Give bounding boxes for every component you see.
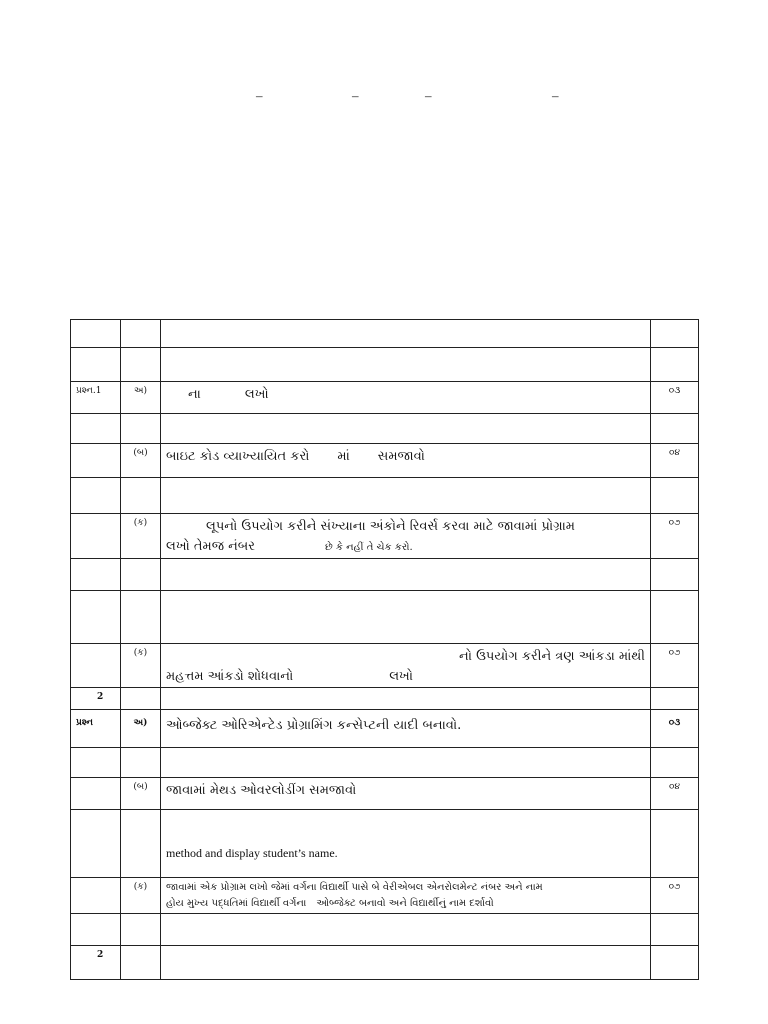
sub-cell — [121, 946, 161, 980]
text-cell — [161, 946, 651, 980]
q-cell — [71, 514, 121, 559]
marks-cell — [651, 320, 699, 348]
question-text — [161, 382, 651, 414]
question-text: જાવામાં મેથડ ઓવરલોડીંગ સમજાવો — [161, 778, 651, 810]
sub-cell — [121, 591, 161, 644]
question-number: 2 — [71, 688, 121, 710]
q-cell — [71, 444, 121, 478]
question-number: પ્રશ્ન — [71, 710, 121, 748]
table-row — [71, 320, 699, 348]
q-cell — [71, 320, 121, 348]
text-cell — [161, 320, 651, 348]
table-row — [71, 444, 699, 478]
question-text-part: હોય મુખ્ય પદ્ધતિમાં વિદ્યાર્થી વર્ગના — [166, 898, 307, 909]
q-cell — [71, 748, 121, 778]
sub-question-label: અ) — [121, 710, 161, 748]
q-cell — [71, 644, 121, 688]
q-cell — [71, 810, 121, 878]
header-dashes — [0, 88, 768, 108]
q-cell — [71, 348, 121, 382]
marks-cell — [651, 946, 699, 980]
question-text-part: લખો — [244, 387, 269, 402]
dash-4: – — [552, 88, 559, 103]
table-row — [71, 382, 699, 414]
table-row — [71, 559, 699, 591]
marks-cell — [651, 688, 699, 710]
sub-cell — [121, 478, 161, 514]
text-cell — [161, 559, 651, 591]
q-cell — [71, 414, 121, 444]
sub-cell — [121, 320, 161, 348]
q-cell — [71, 914, 121, 946]
dash-1: – — [256, 88, 263, 103]
text-cell — [161, 748, 651, 778]
sub-cell — [121, 688, 161, 710]
question-text-part: લખો તેમજ નંબર — [166, 539, 255, 554]
marks-cell — [651, 810, 699, 878]
marks-cell — [651, 559, 699, 591]
marks-cell — [651, 348, 699, 382]
sub-cell — [121, 414, 161, 444]
sub-question-label: (બ) — [121, 444, 161, 478]
marks: ૦૪ — [651, 778, 699, 810]
marks: ૦૭ — [651, 644, 699, 688]
question-text — [161, 644, 651, 688]
sub-cell — [121, 748, 161, 778]
question-text-part: નો ઉપયોગ કરીને ત્રણ આંકડા માંથી — [459, 649, 645, 664]
question-text-part: બાઇટ કોડ વ્યાખ્યાયિત કરો — [166, 449, 310, 464]
marks: ૦૩ — [651, 382, 699, 414]
text-cell — [161, 478, 651, 514]
sub-question-label: (ક) — [121, 878, 161, 914]
table-row — [71, 478, 699, 514]
marks: ૦૭ — [651, 878, 699, 914]
table-row — [71, 946, 699, 980]
question-text-part: લૂપનો ઉપયોગ કરીને સંખ્યાના અંકોને રિવર્સ કરવા માટે જાવામાં પ્રોગ્રામ — [206, 519, 575, 534]
marks: ૦૭ — [651, 514, 699, 559]
text-cell — [161, 914, 651, 946]
question-number: 2 — [71, 946, 121, 980]
q-cell — [71, 478, 121, 514]
text-cell — [161, 688, 651, 710]
sub-question-label: (ક) — [121, 644, 161, 688]
table-row — [71, 591, 699, 644]
text-cell — [161, 591, 651, 644]
question-text-part: સમજાવો — [377, 449, 425, 464]
table-row — [71, 644, 699, 688]
question-text: ઓબ્જેક્ટ ઓરિએન્ટેડ પ્રોગ્રામિંગ કન્સેપ્ટની યાદી બનાવો. — [161, 710, 651, 748]
table-row — [71, 348, 699, 382]
question-text: method and display student’s name. — [161, 810, 651, 878]
sub-question-label: અ) — [121, 382, 161, 414]
marks-cell — [651, 591, 699, 644]
question-number: પ્રશ્ન.1 — [71, 382, 121, 414]
text-cell — [161, 348, 651, 382]
marks-cell — [651, 478, 699, 514]
question-table — [70, 319, 699, 980]
dash-2: – — [352, 88, 359, 103]
question-text — [161, 514, 651, 559]
table-row — [71, 748, 699, 778]
sub-question-label: (બ) — [121, 778, 161, 810]
sub-cell — [121, 559, 161, 591]
table-row — [71, 878, 699, 914]
question-text — [161, 444, 651, 478]
sub-question-label: (ક) — [121, 514, 161, 559]
sub-cell — [121, 348, 161, 382]
q-cell — [71, 559, 121, 591]
table-row — [71, 688, 699, 710]
question-text — [161, 878, 651, 914]
table-row — [71, 710, 699, 748]
table-row — [71, 914, 699, 946]
q-cell — [71, 778, 121, 810]
q-cell — [71, 591, 121, 644]
table-row — [71, 414, 699, 444]
marks-cell — [651, 414, 699, 444]
text-cell — [161, 414, 651, 444]
question-text-part: ઓબ્જેક્ટ બનાવો અને વિદ્યાર્થીનું નામ દર્શાવો — [316, 898, 494, 909]
marks-cell — [651, 748, 699, 778]
table-row — [71, 810, 699, 878]
table-row — [71, 514, 699, 559]
question-text-part: લખો — [389, 669, 413, 684]
question-text-part: મહત્તમ આંકડો શોધવાનો — [166, 669, 294, 684]
question-text-part: માં — [337, 449, 350, 464]
dash-3: – — [425, 88, 432, 103]
q-cell — [71, 878, 121, 914]
marks-cell — [651, 914, 699, 946]
question-text-part: ના — [188, 387, 201, 402]
question-text-part: જાવામાં એક પ્રોગ્રામ લખો જેમાં વર્ગના વિદ્યાર્થી પાસે બે વેરીએબલ એનરોલમેન્ટ નંબર અને નામ — [166, 882, 543, 893]
marks: ૦૩ — [651, 710, 699, 748]
table-row — [71, 778, 699, 810]
sub-cell — [121, 914, 161, 946]
sub-cell — [121, 810, 161, 878]
marks: ૦૪ — [651, 444, 699, 478]
question-text-part: છે કે નહીં તે ચેક કરો. — [324, 542, 413, 553]
